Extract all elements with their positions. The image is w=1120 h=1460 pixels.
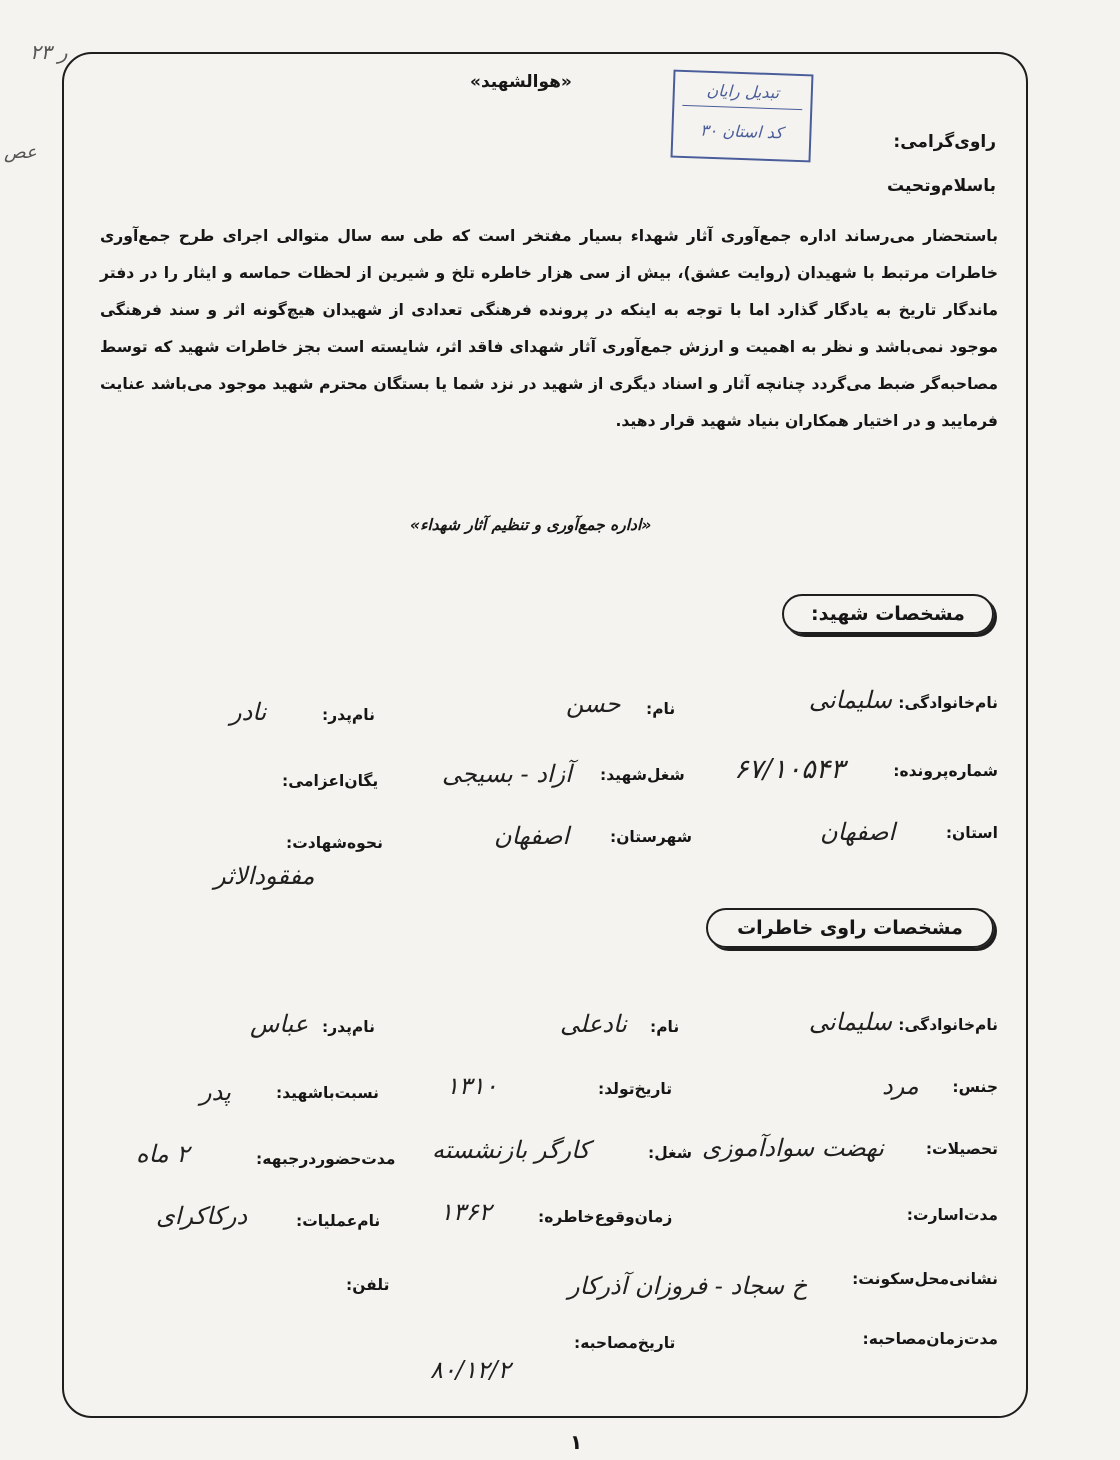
narrator-relation-value: پدر: [200, 1078, 231, 1106]
narrator-address-value: خ سجاد - فروزان آذرکار: [568, 1272, 808, 1300]
narrator-father-value: عباس: [250, 1010, 309, 1038]
narrator-gender-value: مرد: [882, 1072, 919, 1100]
page-number: ۱: [570, 1430, 583, 1454]
martyr-file-number-label: شماره‌پرونده:: [893, 762, 998, 780]
narrator-job-value: کارگر بازنشسته: [432, 1136, 590, 1164]
narrator-family-name-value: سلیمانی: [808, 1008, 892, 1036]
martyr-file-number-value: ۶۷/۱۰۵۴۳: [734, 754, 845, 785]
narrator-front-duration-value: ۲ ماه: [136, 1140, 190, 1168]
martyr-father-label: نام‌پدر:: [322, 706, 375, 724]
martyr-section-title: مشخصات شهید:: [782, 594, 994, 634]
martyr-family-name-label: نام‌خانوادگی:: [898, 694, 998, 712]
martyr-family-name-value: سلیمانی: [808, 686, 892, 714]
martyr-father-value: نادر: [230, 698, 267, 726]
martyr-job-label: شغل‌شهید:: [600, 766, 685, 784]
narrator-interview-duration-label: مدت‌زمان‌مصاحبه:: [862, 1330, 998, 1348]
margin-note-1: ۲۳ ر: [30, 40, 68, 64]
narrator-family-name-label: نام‌خانوادگی:: [898, 1016, 998, 1034]
narrator-address-label: نشانی‌محل‌سکونت:: [852, 1270, 998, 1288]
narrator-education-value: نهضت سوادآموزی: [702, 1134, 884, 1162]
martyr-province-label: استان:: [945, 824, 998, 842]
martyr-martyrdom-type-value: مفقودالاثر: [214, 862, 315, 890]
stamp: [671, 70, 814, 163]
narrator-name-label: نام:: [650, 1018, 680, 1036]
narrator-job-label: شغل:: [648, 1144, 693, 1162]
martyr-province-value: اصفهان: [820, 818, 896, 846]
narrator-front-duration-label: مدت‌حضوردرجبهه:: [256, 1150, 396, 1168]
narrator-memory-time-label: زمان‌وقوع‌خاطره:: [538, 1208, 673, 1226]
narrator-gender-label: جنس:: [952, 1078, 998, 1096]
narrator-captivity-label: مدت‌اسارت:: [906, 1206, 998, 1224]
document-heading: «هوالشهید»: [470, 72, 572, 92]
narrator-section-title: مشخصات راوی خاطرات: [706, 908, 994, 948]
narrator-memory-time-value: ۱۳۶۲: [440, 1198, 492, 1226]
narrator-birth-date-value: ۱۳۱۰: [446, 1072, 498, 1100]
martyr-city-label: شهرستان:: [610, 828, 692, 846]
narrator-operation-value: درکاکرای: [156, 1202, 248, 1230]
stamp-line-2: کد استان ۳۰: [699, 120, 784, 143]
narrator-relation-label: نسبت‌باشهید:: [276, 1084, 379, 1102]
signature: «اداره جمع‌آوری و تنظیم آثار شهداء»: [410, 516, 652, 534]
martyr-unit-label: یگان‌اعزامی:: [282, 772, 379, 790]
narrator-education-label: تحصیلات:: [925, 1140, 998, 1158]
narrator-name-value: نادعلی: [560, 1010, 627, 1038]
stamp-line-1: تبدیل رایان: [682, 80, 803, 110]
narrator-interview-date-value: ۸۰/۱۲/۲: [430, 1356, 511, 1384]
greeting-line-2: باسلام‌وتحیت: [887, 176, 996, 196]
margin-note-2: عص: [4, 142, 37, 163]
martyr-job-value: آزاد - بسیجی: [442, 760, 572, 788]
narrator-interview-date-label: تاریخ‌مصاحبه:: [574, 1334, 676, 1352]
intro-paragraph: باستحضار می‌رساند اداره جمع‌آوری آثار شهداء بسیار مفتخر است که طی سه سال متوالی اجرای طرح جمع‌آوری خاطرات مرتبط با شهیدان (روایت عشق)، بیش از سی هزار خاطره تلخ و شیرین از لحظات حماسه و ایثار را در دفتر ماندگار تاریخ به یادگار گذارد اما با توجه به اینکه در پرونده فرهنگی تعدادی از شهیدان هیچ‌گونه اثر و سند فرهنگی موجود نمی‌باشد و نظر به اهمیت و ارزش جمع‌آوری آثار شهدای فاقد اثر، شایسته است بجز خاطرات شهید که توسط مصاحبه‌گر ضبط می‌گردد چنانچه آثار و اسناد دیگری از شهید در نزد شما یا بستگان محترم شهید موجود می‌باشد عنایت فرمایید و در اختیار همکاران بنیاد شهید قرار دهید.: [100, 227, 998, 430]
martyr-martyrdom-type-label: نحوه‌شهادت:: [286, 834, 383, 852]
narrator-father-label: نام‌پدر:: [322, 1018, 375, 1036]
narrator-phone-label: تلفن:: [346, 1276, 390, 1294]
narrator-operation-label: نام‌عملیات:: [296, 1212, 381, 1230]
narrator-birth-date-label: تاریخ‌تولد:: [598, 1080, 673, 1098]
martyr-name-label: نام:: [646, 700, 676, 718]
martyr-city-value: اصفهان: [494, 822, 570, 850]
martyr-name-value: حسن: [566, 690, 621, 718]
greeting-line-1: راوی‌گرامی:: [893, 132, 996, 152]
